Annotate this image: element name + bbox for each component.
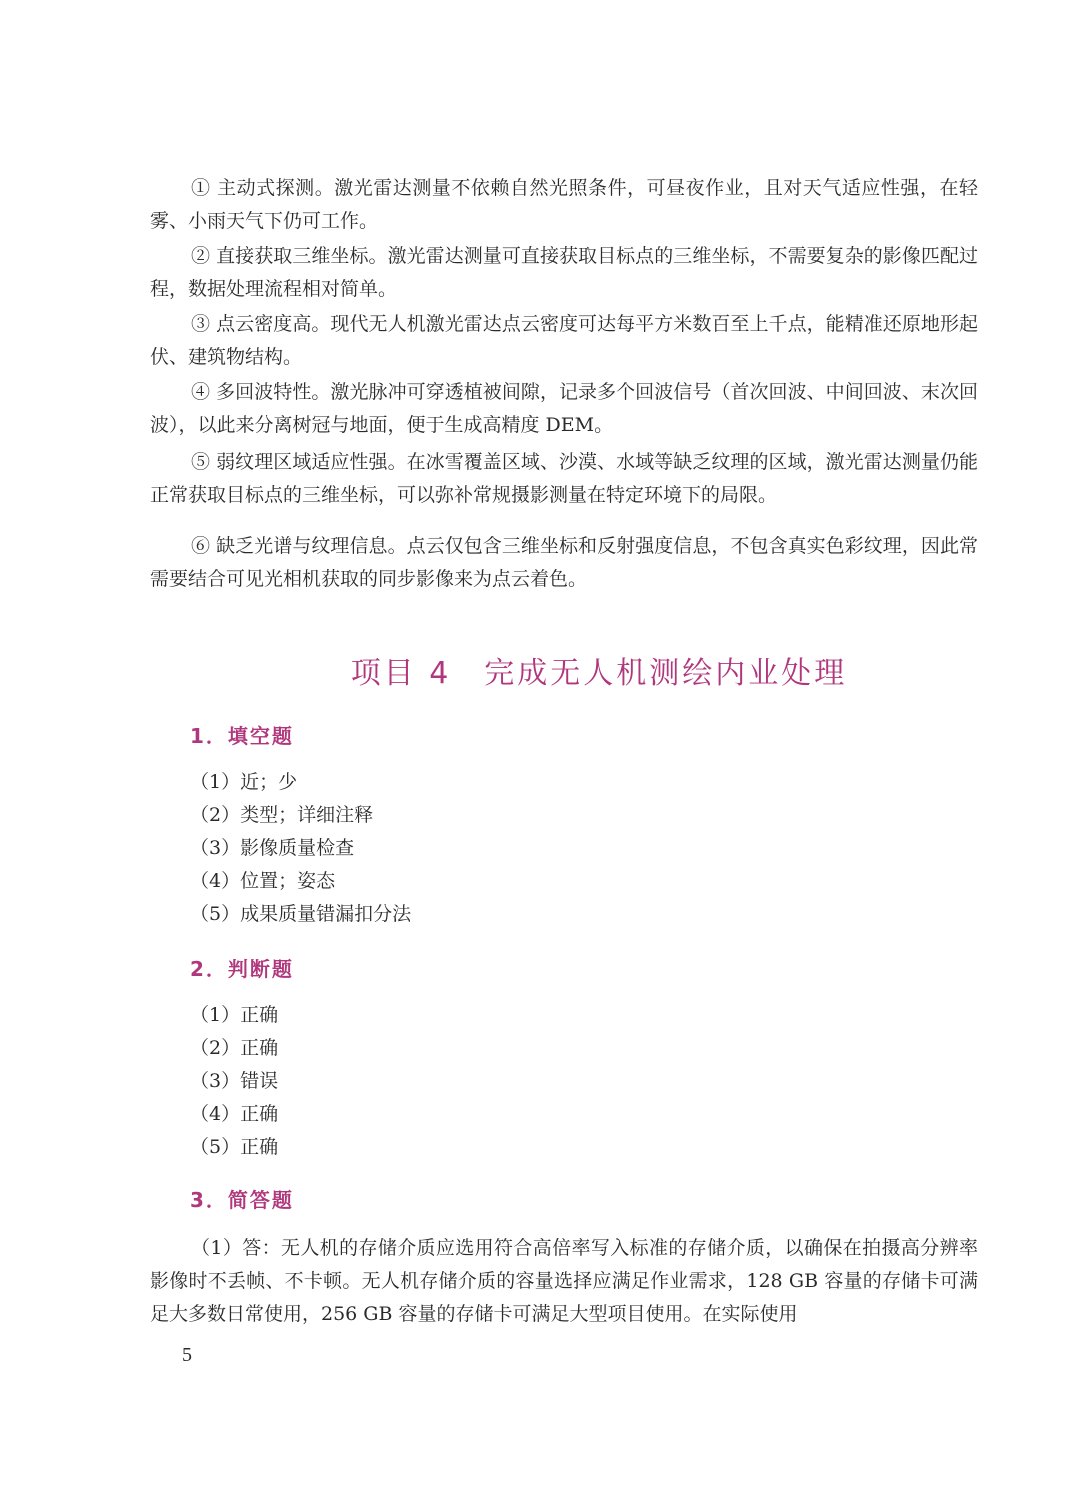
list-item: （3）影像质量检查 bbox=[190, 837, 355, 859]
list-item: （2）类型；详细注释 bbox=[190, 804, 374, 826]
page-number: 5 bbox=[182, 1344, 192, 1366]
paragraph-point-density: ③ 点云密度高。现代无人机激光雷达点云密度可达每平方米数百至上千点，能精准还原地形起伏、建筑物结构。 bbox=[150, 313, 978, 368]
paragraph-spectral-info: ⑥ 缺乏光谱与纹理信息。点云仅包含三维坐标和反射强度信息，不包含真实色彩纹理，因此常需要结合可见光相机获取的同步影像来为点云着色。 bbox=[150, 535, 978, 590]
section-title-fill-blank: 1．填空题 bbox=[190, 724, 294, 748]
project-heading: 项目 4 完成无人机测绘内业处理 bbox=[350, 656, 848, 691]
paragraph-weak-texture: ⑤ 弱纹理区域适应性强。在冰雪覆盖区域、沙漠、水域等缺乏纹理的区域，激光雷达测量仍能正常获取目标点的三维坐标，可以弥补常规摄影测量在特定环境下的局限。 bbox=[150, 451, 978, 506]
list-item: （1）近；少 bbox=[190, 771, 298, 793]
paragraph-active-detection: ① 主动式探测。激光雷达测量不依赖自然光照条件，可昼夜作业，且对天气适应性强，在轻雾、小雨天气下仍可工作。 bbox=[150, 177, 978, 232]
fill-blank-answer-list bbox=[190, 766, 411, 931]
list-item: （3）错误 bbox=[190, 1070, 279, 1092]
paragraph-short-answer-1: （1）答：无人机的存储介质应选用符合高倍率写入标准的存储介质，以确保在拍摄高分辨率影像时不丢帧、不卡顿。无人机存储介质的容量选择应满足作业需求，128 GB 容量的存储卡可满足大多数日常使用，256 GB 容量的存储卡可满足大型项目使用。在实际使用 bbox=[150, 1237, 978, 1325]
section-title-short-answer: 3．简答题 bbox=[190, 1188, 294, 1212]
list-item: （5）正确 bbox=[190, 1136, 279, 1158]
list-item: （4）正确 bbox=[190, 1103, 279, 1125]
list-item: （2）正确 bbox=[190, 1037, 279, 1059]
list-item: （5）成果质量错漏扣分法 bbox=[190, 903, 412, 925]
paragraph-multi-echo: ④ 多回波特性。激光脉冲可穿透植被间隙，记录多个回波信号（首次回波、中间回波、末次回波），以此来分离树冠与地面，便于生成高精度 DEM。 bbox=[150, 381, 978, 436]
paragraph-3d-coordinates: ② 直接获取三维坐标。激光雷达测量可直接获取目标点的三维坐标，不需要复杂的影像匹配过程，数据处理流程相对简单。 bbox=[150, 245, 978, 300]
section-title-true-false: 2．判断题 bbox=[190, 957, 294, 981]
true-false-answer-list bbox=[190, 999, 278, 1164]
list-item: （1）正确 bbox=[190, 1004, 279, 1026]
list-item: （4）位置；姿态 bbox=[190, 870, 336, 892]
